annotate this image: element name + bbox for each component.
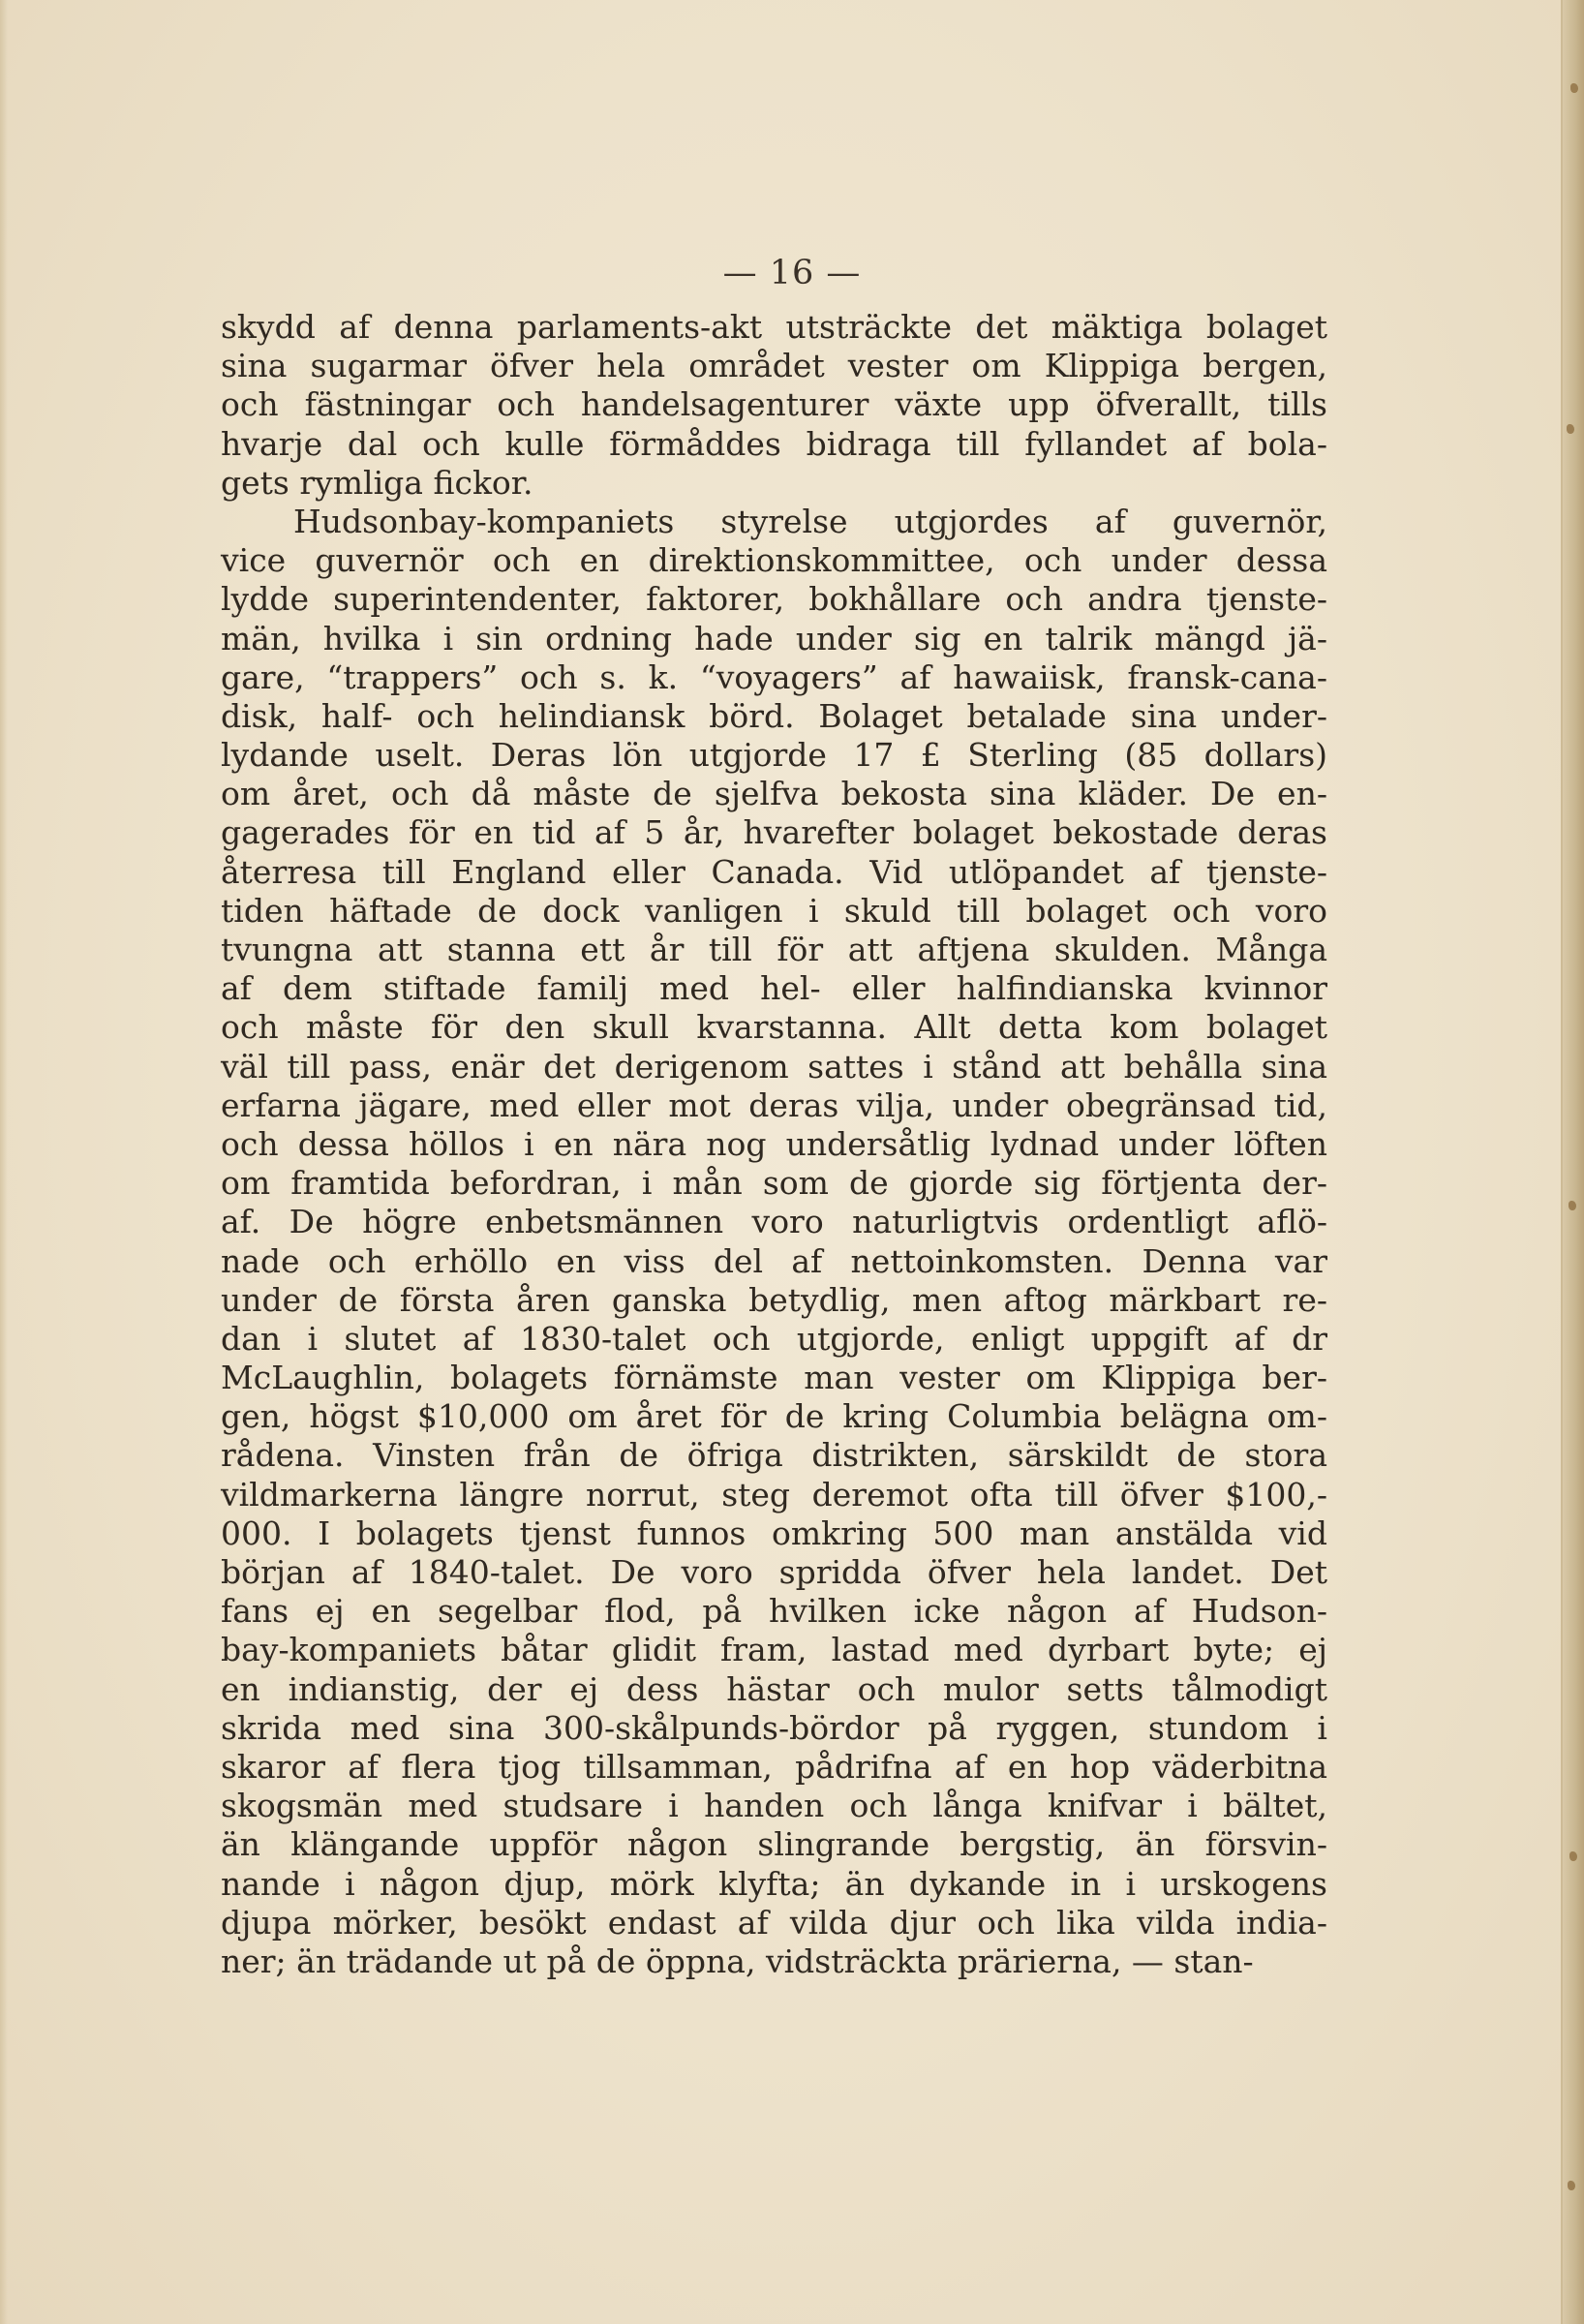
text-line: och dessa höllos i en nära nog undersåtlig lydnad under löften	[221, 1124, 1327, 1163]
text-line: en indianstig, der ej dess hästar och mulor setts tålmodigt	[221, 1669, 1327, 1708]
text-line: om framtida befordran, i mån som de gjorde sig förtjenta der-	[221, 1164, 1327, 1203]
text-line: erfarna jägare, med eller mot deras vilja, under obegränsad tid,	[221, 1086, 1327, 1124]
text-line: dan i slutet af 1830-talet och utgjorde, enligt uppgift af dr	[221, 1319, 1327, 1358]
text-line: och måste för den skull kvarstanna. Allt detta kom bolaget	[221, 1008, 1327, 1047]
text-line: under de första åren ganska betydlig, men aftog märkbart re-	[221, 1280, 1327, 1319]
paragraph	[221, 308, 1327, 503]
paragraph	[221, 503, 1327, 1981]
text-line: rådena. Vinsten från de öfriga distrikten, särskildt de stora	[221, 1436, 1327, 1475]
text-line: skrida med sina 300-skålpunds-bördor på ryggen, stundom i	[221, 1708, 1327, 1747]
text-line: lydande uselt. Deras lön utgjorde 17 £ Sterling (85 dollars)	[221, 736, 1327, 775]
text-line: sina sugarmar öfver hela området vester om Klippiga bergen,	[221, 347, 1327, 385]
text-line: tiden häftade de dock vanligen i skuld till bolaget och voro	[221, 891, 1327, 930]
text-line: af dem stiftade familj med hel- eller halfindianska kvinnor	[221, 969, 1327, 1008]
text-line: och fästningar och handelsagenturer växte upp öfverallt, tills	[221, 385, 1327, 424]
text-line: nande i någon djup, mörk klyfta; än dykande in i urskogens	[221, 1864, 1327, 1903]
text-line: af. De högre enbetsmännen voro naturligtvis ordentligt aflö-	[221, 1203, 1327, 1241]
text-line: skydd af denna parlaments-akt utsträckte det mäktiga bolaget	[221, 308, 1327, 346]
text-line: nade och erhöllo en viss del af nettoinkomsten. Denna var	[221, 1241, 1327, 1280]
text-line: Hudsonbay-kompaniets styrelse utgjordes af guvernör,	[293, 502, 1327, 540]
text-line: djupa mörker, besökt endast af vilda djur och lika vilda india-	[221, 1903, 1327, 1942]
binding-stitch-mark	[1569, 1851, 1577, 1861]
text-line: gagerades för en tid af 5 år, hvarefter bolaget bekostade deras	[221, 813, 1327, 852]
text-line: hvarje dal och kulle förmåddes bidraga till fyllandet af bola-	[221, 424, 1327, 463]
text-line: återresa till England eller Canada. Vid utlöpandet af tjenste-	[221, 852, 1327, 891]
binding-stitch-mark	[1568, 2181, 1575, 2190]
text-line: skaror af flera tjog tillsamman, pådrifna af en hop väderbitna	[221, 1747, 1327, 1786]
text-line: McLaughlin, bolagets förnämste man vester om Klippiga ber-	[221, 1359, 1327, 1397]
text-line: gets rymliga fickor.	[221, 463, 533, 502]
text-line: skogsmän med studsare i handen och långa knifvar i bältet,	[221, 1787, 1327, 1825]
text-line: bay-kompaniets båtar glidit fram, lastad med dyrbart byte; ej	[221, 1631, 1327, 1669]
text-line: 000. I bolagets tjenst funnos omkring 500 man anstälda vid	[221, 1514, 1327, 1552]
body-text	[221, 308, 1327, 1981]
text-line: gare, “trappers” och s. k. “voyagers” af hawaiisk, fransk-cana-	[221, 657, 1327, 696]
text-line: början af 1840-talet. De voro spridda öfver hela landet. Det	[221, 1553, 1327, 1591]
text-line: gen, högst $10,000 om året för de kring Columbia belägna om-	[221, 1397, 1327, 1436]
binding-spine	[1563, 0, 1584, 2324]
text-line: vildmarkerna längre norrut, steg deremot ofta till öfver $100,-	[221, 1475, 1327, 1514]
text-line: om året, och då måste de sjelfva bekosta sina kläder. De en-	[221, 775, 1327, 813]
text-line: lydde superintendenter, faktorer, bokhållare och andra tjenste-	[221, 580, 1327, 619]
text-line: fans ej en segelbar flod, på hvilken icke någon af Hudson-	[221, 1592, 1327, 1631]
text-line: tvungna att stanna ett år till för att aftjena skulden. Många	[221, 931, 1327, 968]
text-line: vice guvernör och en direktionskommittee, och under dessa	[221, 541, 1327, 580]
page-left-edge	[0, 0, 8, 2324]
text-line: disk, half- och helindiansk börd. Bolaget betalade sina under-	[221, 696, 1327, 735]
text-line: män, hvilka i sin ordning hade under sig en talrik mängd jä-	[221, 619, 1327, 657]
text-line: väl till pass, enär det derigenom sattes i stånd att behålla sina	[221, 1047, 1327, 1086]
binding-stitch-mark	[1570, 83, 1578, 93]
text-line: ner; än trädande ut på de öppna, vidsträckta prärierna, — stan-	[221, 1942, 1254, 1980]
binding-stitch-mark	[1569, 1201, 1576, 1210]
page-number: — 16 —	[722, 254, 862, 292]
text-line: än klängande uppför någon slingrande bergstig, än försvin-	[221, 1825, 1327, 1864]
binding-stitch-mark	[1567, 424, 1574, 434]
